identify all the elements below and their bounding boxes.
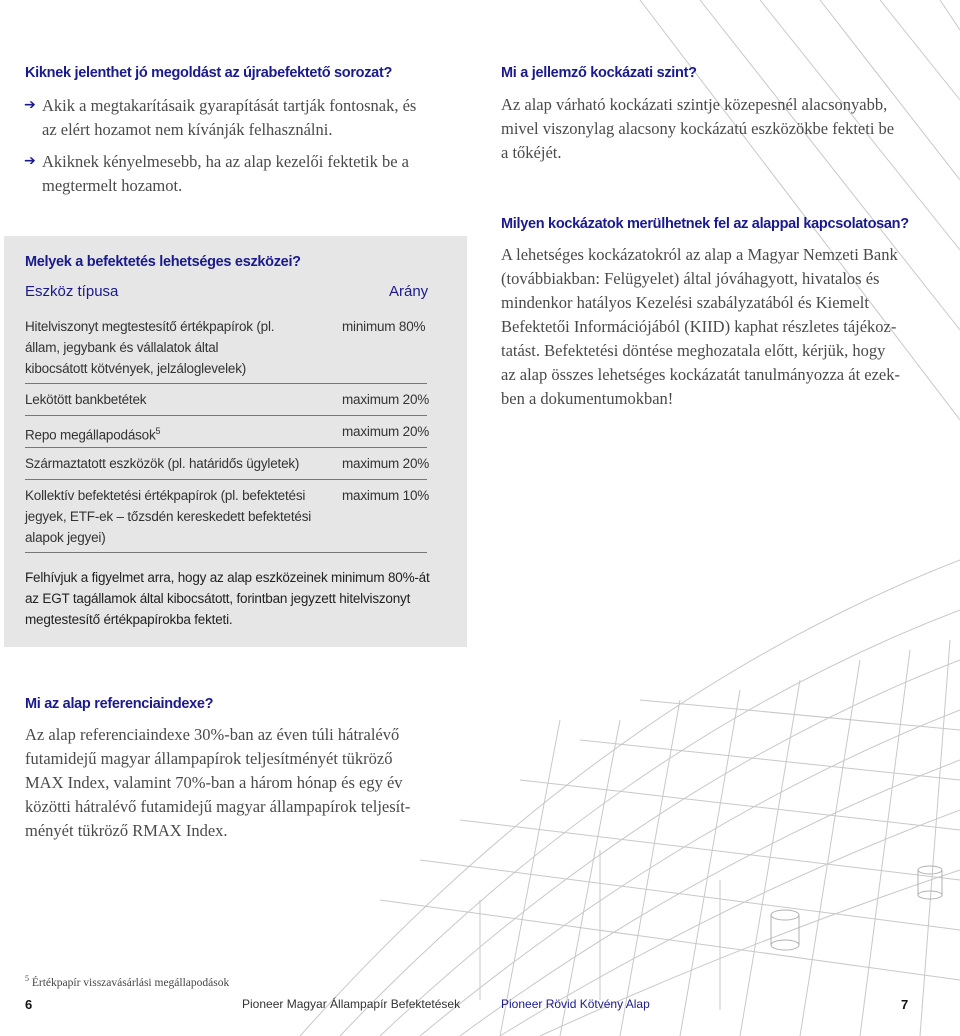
- arrow-right-icon: ➔: [24, 97, 36, 113]
- table-row: [25, 485, 430, 553]
- cell-line: Kollektív befektetési értékpapírok (pl. befektetési: [25, 488, 306, 503]
- footnote-marker: 5: [155, 426, 161, 436]
- cell-line: állam, jegybank és vállalatok által: [25, 340, 219, 355]
- bullet-item: [24, 150, 434, 198]
- paragraph-line: Befektetői Információjából (KIID) kaphat részletes tájékoz-: [501, 317, 897, 336]
- asset-type-cell: [25, 485, 311, 548]
- table-row: [25, 453, 430, 480]
- cell-text: Repo megállapodások: [25, 427, 156, 443]
- bullet-line: az elért hozamot nem kívánják felhasználni.: [42, 120, 333, 139]
- footnote-number: 5: [25, 974, 29, 983]
- asset-type-cell: [25, 316, 274, 379]
- bullet-line: megtermelt hozamot.: [42, 176, 183, 195]
- paragraph-line: tatást. Befektetési döntése meghozatala előtt, kérjük, hogy: [501, 341, 886, 360]
- paragraph-line: mindenkor hatályos Kezelési szabályzatából és Kiemelt: [501, 293, 869, 312]
- asset-type-cell: Származtatott eszközök (pl. határidős ügyletek): [25, 456, 300, 471]
- paragraph-line: Az alap várható kockázati szintje közepesnél alacsonyabb,: [501, 95, 888, 114]
- column-header-ratio: Arány: [389, 283, 429, 300]
- risks-paragraph: [501, 243, 921, 411]
- table-row: [25, 389, 430, 416]
- ratio-cell: minimum 80%: [342, 319, 426, 334]
- paragraph-line: Az alap referenciaindexe 30%-ban az éven túli hátralévő: [25, 725, 400, 744]
- risk-level-heading: Mi a jellemző kockázati szint?: [501, 65, 697, 81]
- arrow-right-icon: ➔: [24, 153, 36, 169]
- footnote: [25, 974, 229, 989]
- cell-line: Hitelviszonyt megtestesítő értékpapírok (pl.: [25, 319, 275, 334]
- reference-index-heading: Mi az alap referenciaindexe?: [25, 696, 214, 712]
- ratio-cell: maximum 20%: [342, 424, 430, 439]
- cell-line: alapok jegyei): [25, 530, 106, 545]
- paragraph-line: a tőkéjét.: [501, 143, 562, 162]
- asset-type-cell: Lekötött bankbetétek: [25, 392, 147, 407]
- column-header-type: Eszköz típusa: [25, 283, 119, 300]
- bullet-item: [24, 94, 434, 142]
- table-row: [25, 421, 430, 448]
- footer-title-right: Pioneer Rövid Kötvény Alap: [501, 997, 650, 1011]
- paragraph-line: mivel viszonylag alacsony kockázatú eszközökbe fekteti be: [501, 119, 895, 138]
- bullet-line: Akik a megtakarításaik gyarapítását tartják fontosnak, és: [42, 96, 417, 115]
- paragraph-line: futamidejű magyar állampapírok teljesítményét tükröző: [25, 749, 393, 768]
- footnote-text: Értékpapír visszavásárlási megállapodások: [31, 976, 230, 989]
- footer-title-left: Pioneer Magyar Állampapír Befektetések: [242, 997, 461, 1011]
- paragraph-line: (továbbiakban: Felügyelet) által jóváhagyott, hivatalos és: [501, 269, 880, 288]
- page-number-left: 6: [25, 997, 33, 1012]
- reference-index-paragraph: [25, 723, 465, 843]
- table-row: [25, 316, 427, 384]
- paragraph-line: ben a dokumentumokban!: [501, 389, 674, 408]
- page-number-right: 7: [901, 997, 909, 1012]
- paragraph-line: az alap összes lehetséges kockázatát tanulmányozza át ezek-: [501, 365, 900, 384]
- note-line: az EGT tagállamok által kibocsátott, forintban jegyzett hitelviszonyt: [25, 591, 411, 606]
- cell-line: kibocsátott kötvények, jelzáloglevelek): [25, 361, 247, 376]
- asset-type-cell: [25, 421, 160, 446]
- ratio-cell: maximum 20%: [342, 456, 430, 471]
- note-line: megtestesítő értékpapírokba fekteti.: [25, 612, 233, 627]
- asset-allocation-heading: Melyek a befektetés lehetséges eszközei?: [25, 254, 301, 270]
- bullet-line: Akiknek kényelmesebb, ha az alap kezelői fektetik be a: [42, 152, 409, 171]
- paragraph-line: A lehetséges kockázatokról az alap a Magyar Nemzeti Bank: [501, 245, 898, 264]
- risk-level-paragraph: [501, 93, 921, 165]
- paragraph-line: ményét tükröző RMAX Index.: [25, 821, 228, 840]
- ratio-cell: maximum 20%: [342, 392, 430, 407]
- paragraph-line: közötti hátralévő futamidejű magyar állampapírok teljesít-: [25, 797, 411, 816]
- note-line: Felhívjuk a figyelmet arra, hogy az alap eszközeinek minimum 80%-át: [25, 570, 430, 585]
- target-investors-heading: Kiknek jelenthet jó megoldást az újrabefektető sorozat?: [25, 65, 393, 81]
- paragraph-line: MAX Index, valamint 70%-ban a három hónap és egy év: [25, 773, 403, 792]
- cell-line: jegyek, ETF-ek – tőzsdén kereskedett befektetési: [25, 509, 312, 524]
- box-note: [25, 567, 455, 630]
- ratio-cell: maximum 10%: [342, 488, 430, 503]
- risks-heading: Milyen kockázatok merülhetnek fel az alappal kapcsolatosan?: [501, 216, 909, 232]
